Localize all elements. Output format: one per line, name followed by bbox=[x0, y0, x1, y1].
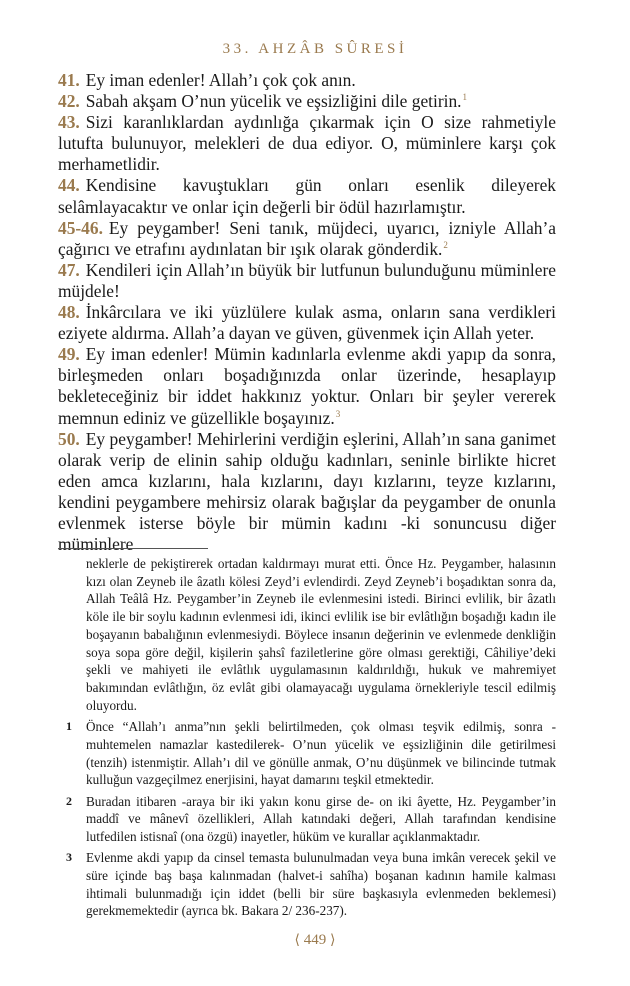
ornament-left-icon: ⟨ bbox=[294, 933, 300, 948]
footnote-marker[interactable]: 2 bbox=[443, 239, 448, 250]
verse-text: Kendisine kavuştukları gün onları esenlik dileyerek selâmlayacaktır ve onlar için değerli bir ödül hazırlamıştır. bbox=[58, 175, 556, 217]
page-number bbox=[0, 932, 630, 949]
verse-48 bbox=[58, 302, 556, 344]
footnote-2 bbox=[58, 793, 556, 846]
footnote-1 bbox=[58, 718, 556, 789]
verse-body bbox=[58, 70, 556, 555]
footnote-text: Önce “Allah’ı anma”nın şekli belirtilmeden, çok olması teşvik edilmiş, sonra -muhtemelen namazlar kastedilerek- O’nun yücelik ve eşsizliğinin dile getirilmesi (tenzih) istenmiştir. Allah’ı dil ve gönülle anmak, O’nu düşünmek ve bilincinde tutmak kulluğun vazgeçilmez enerjisini, hayat damarını teşkil etmektedir. bbox=[86, 719, 556, 788]
ornament-right-icon: ⟩ bbox=[330, 933, 336, 948]
verse-text: Ey peygamber! Mehirlerini verdiğin eşlerini, Allah’ın sana ganimet olarak verip de elinin sahip olduğu kadınları, seninle birlikte hicret eden amca kızlarını, hala kızlarını, dayı kızlarını, teyze kızlarını, kendini peygambere mehirsiz olarak bağışlar da peygamber de onunla evlenmek isterse böyle bir mümin kadını -ki sonuncusu diğer müminlere bbox=[58, 428, 556, 555]
page-number-value: 449 bbox=[303, 932, 327, 948]
verse-number: 45-46. bbox=[58, 217, 103, 238]
footnote-3 bbox=[58, 849, 556, 920]
footnotes bbox=[58, 555, 556, 924]
verse-number: 43. bbox=[58, 112, 80, 133]
verse-text: Ey iman edenler! Mümin kadınlarla evlenme akdi yapıp da sonra, birleşmeden onları boşadığınızda onlar üzerinde, hesaplayıp bekleteceğiniz bir iddet hakkınız yoktur. Onları bir şeyler vererek memnun ediniz ve güzellikle boşayınız. bbox=[58, 344, 556, 428]
verse-50 bbox=[58, 429, 556, 556]
verse-47 bbox=[58, 260, 556, 302]
verse-number: 41. bbox=[58, 70, 80, 90]
footnote-text: Evlenme akdi yapıp da cinsel temasta bulunulmadan veya buna imkân verecek şekil ve süre içinde baş başa kalınmadan (halvet-i sahîha) boşanan kadının hamile kalması ihtimali bulunmadığı için iddet (belli bir süre başkasıyla evlenmeden beklemesi) gerekmemektedir (ayrıca bk. Bakara 2/ 236-237). bbox=[86, 850, 556, 919]
verse-number: 42. bbox=[58, 91, 80, 112]
verse-43 bbox=[58, 112, 556, 175]
verse-41 bbox=[58, 70, 556, 91]
verse-text: İnkârcılara ve iki yüzlülere kulak asma, onların sana verdikleri eziyete aldırma. Allah’a dayan ve güven, güvenmek için Allah yeter. bbox=[58, 302, 556, 344]
footnote-continuation: neklerle de pekiştirerek ortadan kaldırmayı murat etti. Önce Hz. Peygamber, halasının kızı olan Zeyneb ile âzatlı kölesi Zeyd’i evlendirdi. Zeyd Zeyneb’i boşadıktan sonra da, Allah Teâlâ Hz. Peygamber’in Zeyneb ile evlenmesini istedi. Birinci evlilik, bir âzatlı köle ile bir soylu kadının evlenmesi idi, ikinci evlilik ise bir evlâtlığın boşadığı kadın ile boşayanın babalığının evlenmesiydi. Böylece insanın değerinin ve evlenmede denkliğin soya sopa göre değil, kişilerin şahsî faziletlerine göre olması gerektiği, Câhiliye’deki şekli ve mahiyeti ile evlâtlık uygulamasının kaldırıldığı, hukuk ve mahremiyet bakımından evlâtlığın, öz evlât gibi olamayacağı uygulama örnekleriyle tescil edilmiş oluyordu. bbox=[86, 556, 556, 713]
footnote-number: 3 bbox=[66, 850, 72, 865]
verse-text: Kendileri için Allah’ın büyük bir lutfunun bulunduğunu müminlere müjdele! bbox=[58, 259, 556, 301]
footnote-marker[interactable]: 3 bbox=[335, 408, 341, 419]
footnote-number: 1 bbox=[66, 719, 72, 734]
verse-45-46 bbox=[58, 218, 556, 260]
verse-49 bbox=[58, 344, 556, 428]
footnote-marker[interactable]: 1 bbox=[462, 92, 467, 103]
verse-text: Sizi karanlıklardan aydınlığa çıkarmak için O size rahmetiyle lutufta bulunuyor, melekleri de dua ediyor. O, müminlere karşı çok merhametlidir. bbox=[58, 112, 556, 175]
verse-number: 50. bbox=[58, 428, 80, 449]
verse-number: 44. bbox=[58, 175, 80, 196]
verse-number: 48. bbox=[58, 302, 80, 323]
verse-text: Sabah akşam O’nun yücelik ve eşsizliğini dile getirin. bbox=[85, 91, 462, 112]
verse-44 bbox=[58, 175, 556, 217]
footnote-number: 2 bbox=[66, 793, 72, 808]
verse-number: 49. bbox=[58, 344, 80, 365]
footnote-text: Buradan itibaren -araya bir iki yakın konu girse de- on iki âyette, Hz. Peygamber’in maddî ve mânevî özellikleri, Allah katındaki değeri, Allah tarafından kendisine lutfedilen istisnaî (ona özgü) inayetler, hüküm ve kurallar açıklanmaktadır. bbox=[86, 793, 556, 845]
footnote-separator bbox=[58, 548, 208, 549]
verse-42 bbox=[58, 91, 556, 112]
running-header: 33. AHZÂB SÛRESİ bbox=[222, 41, 408, 57]
verse-text: Ey iman edenler! Allah’ı çok çok anın. bbox=[85, 70, 356, 90]
verse-text: Ey peygamber! Seni tanık, müjdeci, uyarıcı, izniyle Allah’a çağırıcı ve etrafını aydınlatan bir ışık olarak gönderdik. bbox=[58, 217, 556, 259]
verse-number: 47. bbox=[58, 259, 80, 280]
